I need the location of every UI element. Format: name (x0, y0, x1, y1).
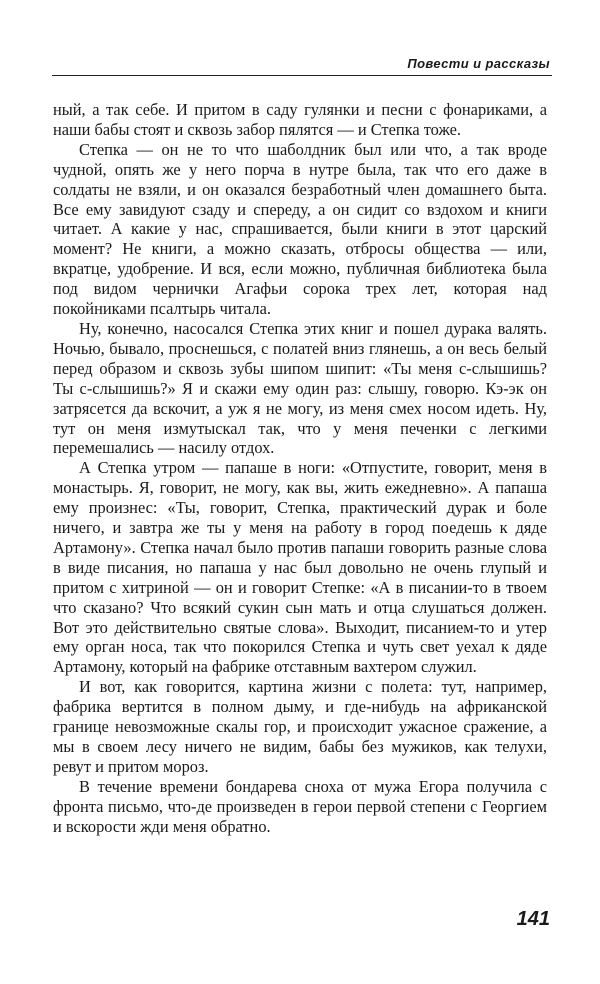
paragraph-3: Ну, конечно, насосался Степка этих книг и пошел дурака валять. Ночью, бывало, проснешься, с полатей вниз глянешь, а он весь белый перед образом и сквозь зубы шипом шипит: «Ты меня с-слышишь? Ты с-слышишь?» Я и скажи ему один раз: слышу, говорю. Кэ-эк он затрясется да вскочит, а уж я не могу, из меня смех носом идеть. Ну, тут он меня измутыскал так, что у меня печенки с легкими перемешались — насилу отдох. (53, 318, 547, 458)
page-number: 141 (516, 908, 550, 930)
paragraph-2: Степка — он не то что шаболдник был или что, а так вроде чудной, опять же у него порча в нутре была, так что его даже в солдаты не взяли, и он оказался безработный член домашнего быта. Все ему завидуют сзаду и спереду, а он сидит со вздохом и книги читает. А какие у нас, спрашивается, были книги в этот царский момент? Не книги, а можно сказать, отбросы общества — или, вкратце, удобрение. И вся, если можно, публичная библиотека была под видом чернички Агафьи сорока трех лет, которая над покойниками псалтырь читала. (53, 139, 547, 319)
running-head: Повести и рассказы (407, 56, 550, 71)
body-text (53, 100, 547, 837)
header-rule (52, 75, 552, 76)
paragraph-1: ный, а так себе. И притом в саду гулянки и песни с фонариками, а наши бабы стоят и сквозь забор пялятся — и Степка тоже. (53, 100, 547, 139)
paragraph-5: И вот, как говорится, картина жизни с полета: тут, например, фабрика вертится в полном дыму, и где-нибудь на африканской границе невозможные скалы гор, и происходит ужасное сражение, а мы в своем лесу ничего не видим, бабы без мужиков, как телухи, ревут и притом мороз. (53, 677, 547, 776)
paragraph-6: В течение времени бондарева сноха от мужа Егора получила с фронта письмо, что-де произведен в герои первой степени с Георгием и вскорости жди меня обратно. (53, 776, 547, 836)
paragraph-4: А Степка утром — папаше в ноги: «Отпустите, говорит, меня в монастырь. Я, говорит, не могу, как вы, жить ежедневно». А папаша ему произнес: «Ты, говорит, Степка, практический дурак и боле ничего, и завтра же ты у меня на работу в город поедешь к дяде Артамону». Степка начал было против папаши говорить разные слова в виде писания, но папаша у нас был довольно не очень глупый и притом с хитриной — он и говорит Степке: «А в писании-то в твоем что сказано? Что всякий сукин сын мать и отца слушаться должен. Вот это действительно святые слова». Выходит, писанием-то и утер ему орган носа, так что покорился Степка и чуть свет уехал к дяде Артамону, который на фабрике отставным вахтером служил. (53, 458, 547, 677)
